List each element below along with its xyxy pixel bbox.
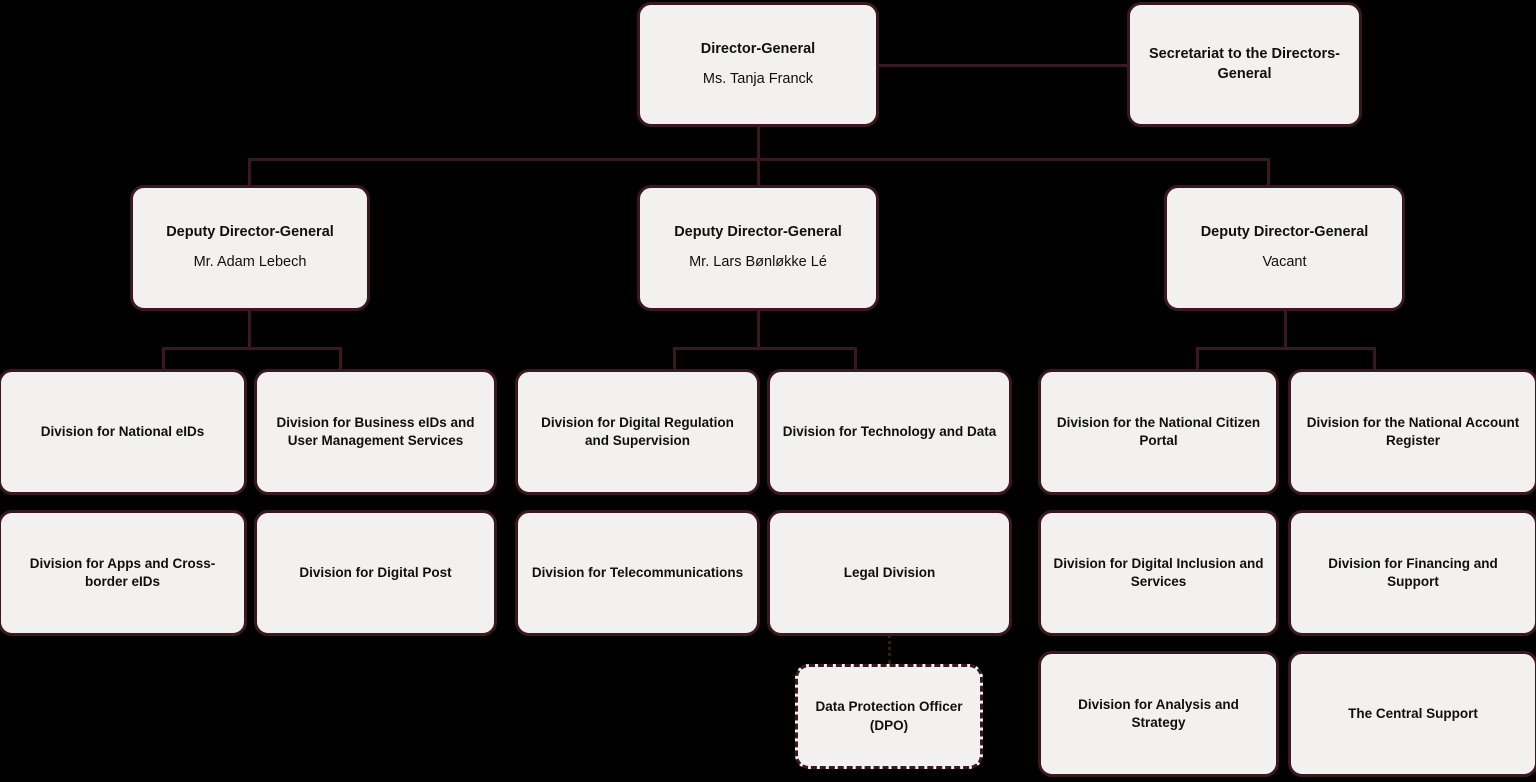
connector-ddg2-drop [757,158,760,186]
node-title: Division for Digital Post [299,564,452,580]
node-legal-division[interactable] [767,510,1012,636]
node-division-digital-inclusion[interactable] [1038,510,1279,636]
node-title: Division for Technology and Data [782,423,997,439]
node-secretariat[interactable] [1127,2,1362,127]
node-title: Division for Analysis and Strategy [1078,696,1239,730]
node-title: Secretariat to the Directors-General [1149,45,1340,82]
connector-ddg3-bus [1196,347,1376,350]
node-title: Division for National eIDs [40,423,205,439]
connector-legal-dpo [888,634,891,664]
node-title: Division for Digital Regulation and Supervision [541,414,734,448]
connector-d3-drop [673,347,676,369]
node-director-general[interactable] [637,2,879,127]
node-title: Division for Apps and Cross-border eIDs [29,555,216,589]
connector-ddg2-bus [673,347,857,350]
node-title: Director-General [700,40,816,57]
node-division-digital-post[interactable] [254,510,497,636]
connector-ddg2-down [757,311,760,349]
node-title: Division for Business eIDs and User Management Services [276,414,475,448]
connector-dg-down [757,127,760,160]
connector-ddg3-down [1284,311,1287,349]
connector-d2-drop [339,347,342,369]
connector-d5-drop [1196,347,1199,369]
node-division-financing-support[interactable] [1288,510,1536,636]
node-deputy-director-general-1[interactable] [130,185,370,311]
connector-ddg3-drop [1267,158,1270,186]
node-division-national-eids[interactable] [0,369,247,495]
connector-ddg1-down [248,311,251,349]
node-title: Legal Division [843,564,936,580]
connector-d1-drop [162,347,165,369]
connector-dg-secretariat [878,64,1128,67]
node-division-telecommunications[interactable] [515,510,760,636]
connector-ddg1-drop [248,158,251,186]
node-data-protection-officer[interactable] [795,664,983,769]
node-subtitle: Mr. Lars Bønløkke Lé [689,254,827,270]
node-title: Deputy Director-General [1200,224,1369,241]
node-title: Deputy Director-General [674,224,842,241]
node-title: Division for Digital Inclusion and Services [1053,555,1264,589]
node-title: Deputy Director-General [166,224,334,241]
node-division-analysis-strategy[interactable] [1038,651,1279,777]
node-division-business-eids[interactable] [254,369,497,495]
node-division-citizen-portal[interactable] [1038,369,1279,495]
node-title: Division for the National Citizen Portal [1056,414,1261,448]
node-division-digital-regulation[interactable] [515,369,760,495]
node-title: Division for Telecommunications [531,564,744,580]
node-title: Division for the National Account Register [1306,414,1520,448]
node-deputy-director-general-3[interactable] [1164,185,1405,311]
node-title: Data Protection Officer (DPO) [815,699,963,733]
node-subtitle: Ms. Tanja Franck [702,70,814,87]
connector-ddg1-bus [162,347,342,350]
node-title: The Central Support [1348,705,1478,721]
node-central-support[interactable] [1288,651,1536,777]
node-deputy-director-general-2[interactable] [637,185,879,311]
node-subtitle: Vacant [1262,254,1307,270]
node-division-account-register[interactable] [1288,369,1536,495]
connector-d6-drop [1373,347,1376,369]
node-title: Division for Financing and Support [1328,555,1498,589]
node-division-technology-data[interactable] [767,369,1012,495]
node-subtitle: Mr. Adam Lebech [193,254,307,270]
connector-d4-drop [854,347,857,369]
node-division-apps-crossborder[interactable] [0,510,247,636]
